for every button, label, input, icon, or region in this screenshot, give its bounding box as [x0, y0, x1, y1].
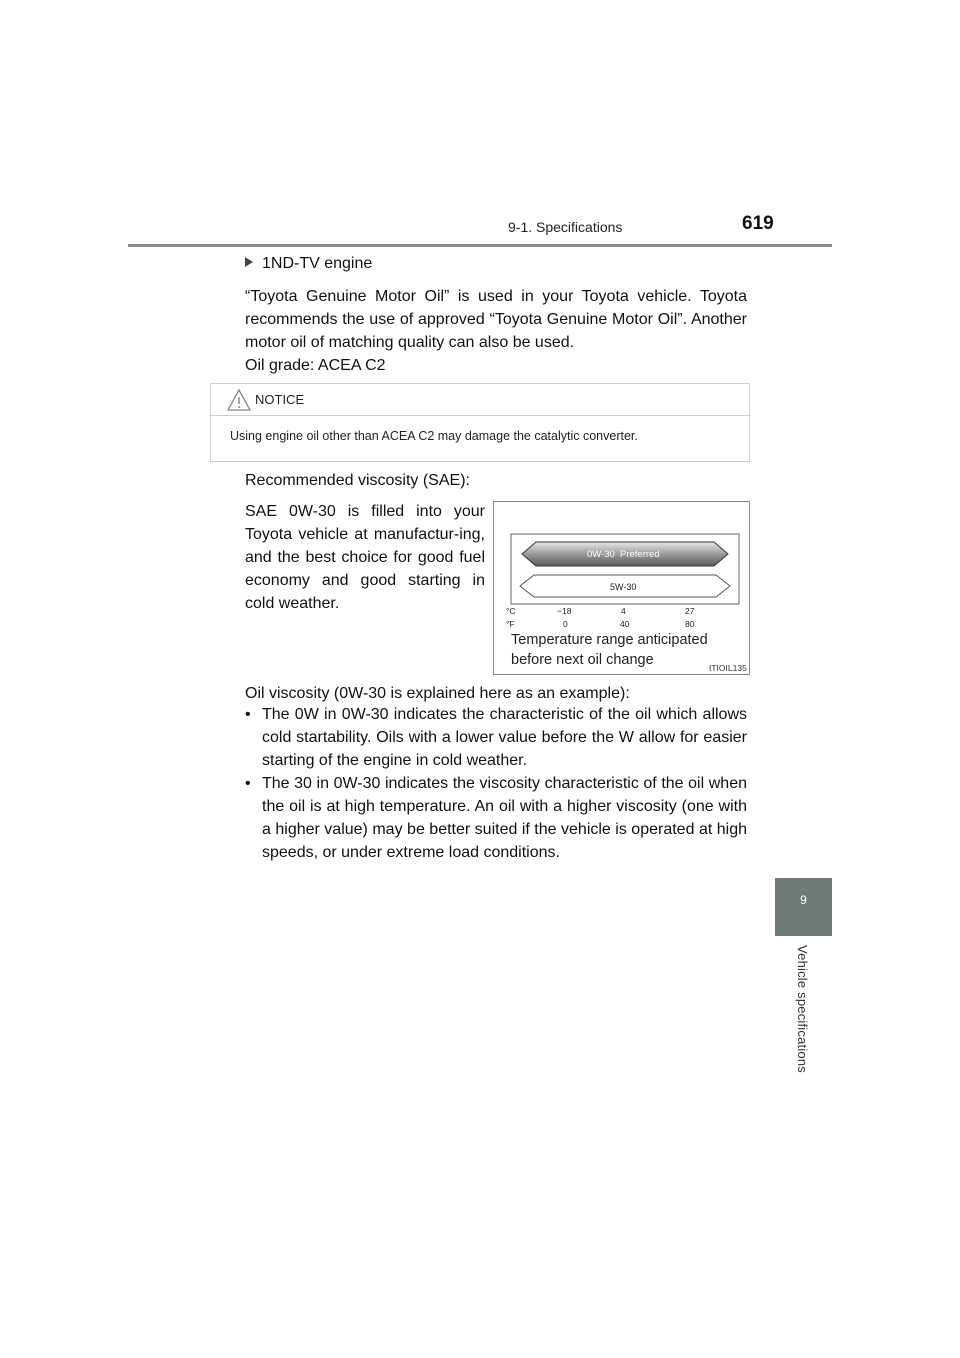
- warning-triangle-icon: [226, 388, 252, 412]
- viscosity-text: SAE 0W-30 is filled into your Toyota vehicle at manufactur-ing, and the best choice for good fuel economy and good starting in cold weather.: [245, 503, 485, 612]
- tick-c-1: 4: [621, 606, 626, 616]
- list-item: [245, 772, 747, 864]
- oil-viscosity-heading: Oil viscosity (0W-30 is explained here as an example):: [245, 685, 630, 702]
- tick-c-0: −18: [557, 606, 572, 616]
- tick-f-2: 80: [685, 619, 695, 629]
- bar-5w30-label: 5W-30: [610, 582, 637, 592]
- figure-caption: [511, 630, 708, 670]
- chapter-number: 9: [800, 893, 807, 907]
- tick-f-1: 40: [620, 619, 630, 629]
- notice-header: [211, 384, 749, 416]
- bullet-dot: •: [245, 775, 251, 792]
- notice-box: [210, 383, 750, 462]
- bar-0w30-label: Preferred: [620, 549, 660, 560]
- bullet-text: The 0W in 0W-30 indicates the characteristic of the oil which allows cold startability. Oils with a lower value before the W allow for easier starting of the engine in cold weather.: [262, 706, 747, 769]
- oil-grade: Oil grade: ACEA C2: [245, 357, 386, 374]
- notice-title: NOTICE: [255, 392, 305, 407]
- tick-c-2: 27: [685, 606, 695, 616]
- bullet-text: The 30 in 0W-30 indicates the viscosity characteristic of the oil when the oil is at high temperature. An oil with a higher viscosity (one with a higher value) may be better suited if the vehicle is operated at high speeds, or under extreme load conditions.: [262, 775, 747, 861]
- engine-heading-text: 1ND-TV engine: [262, 255, 373, 272]
- header-divider: [128, 244, 832, 247]
- triangle-bullet-icon: [245, 257, 253, 267]
- figure-caption-line2: before next oil change: [511, 652, 654, 668]
- bar-0w30-grade: 0W-30: [587, 549, 615, 560]
- unit-celsius: °C: [506, 606, 516, 616]
- engine-heading: [245, 255, 372, 273]
- chapter-tab[interactable]: [775, 878, 832, 936]
- section-title: 9-1. Specifications: [508, 219, 623, 235]
- viscosity-bullet-list: [245, 703, 747, 864]
- page-number: 619: [742, 213, 774, 234]
- figure-code: ITIOIL135: [709, 663, 747, 673]
- bullet-dot: •: [245, 706, 251, 723]
- viscosity-heading: Recommended viscosity (SAE):: [245, 472, 470, 489]
- intro-paragraph: “Toyota Genuine Motor Oil” is used in your Toyota vehicle. Toyota recommends the use of approved “Toyota Genuine Motor Oil”. Another motor oil of matching quality can also be used.: [245, 288, 747, 351]
- notice-body: Using engine oil other than ACEA C2 may damage the catalytic converter.: [230, 429, 638, 443]
- figure-caption-line1: Temperature range anticipated: [511, 632, 708, 648]
- list-item: [245, 703, 747, 772]
- tick-f-0: 0: [563, 619, 568, 629]
- unit-fahrenheit: °F: [506, 619, 515, 629]
- chapter-title: Vehicle specifications: [795, 945, 810, 1073]
